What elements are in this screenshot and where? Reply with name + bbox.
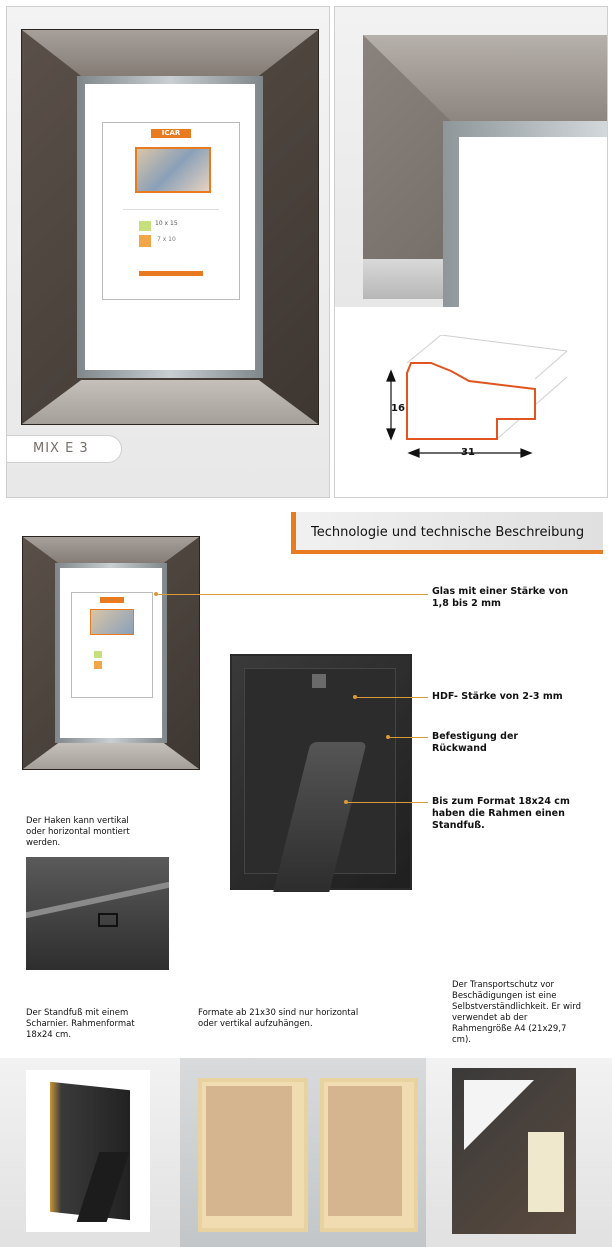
callout-stand: Bis zum Format 18x24 cm haben die Rahmen einen Standfuß. (432, 796, 570, 831)
stand-note: Der Standfuß mit einem Scharnier. Rahmenformat 18x24 cm. (26, 1008, 135, 1040)
back-photo-portrait (198, 1078, 308, 1232)
photo-size-main: 10 x 15 (155, 220, 178, 227)
transport-protection-photo (452, 1068, 576, 1234)
corner-closeup (335, 7, 607, 307)
product-tag (7, 435, 122, 463)
back-photo-landscape (320, 1078, 418, 1232)
callout-back-fixing: Befestigung der Rückwand (432, 731, 519, 754)
corner-profile-drawing (371, 335, 581, 465)
frame-large (21, 29, 319, 425)
bottom-strip (0, 1058, 612, 1247)
brand-badge: ICAR (151, 129, 191, 138)
hook-photo (26, 857, 169, 970)
callout-hdf: HDF- Stärke von 2-3 mm (432, 691, 563, 702)
stand-photo (26, 1070, 150, 1232)
sample-photo (135, 147, 211, 193)
product-panel (6, 6, 330, 498)
profile-height: 16 (391, 403, 405, 414)
tech-header (291, 512, 603, 554)
hook-note: Der Haken kann vertikal oder horizontal montiert werden. (26, 816, 130, 848)
callout-glass: Glas mit einer Stärke von 1,8 bis 2 mm (432, 586, 569, 609)
tech-header-title: Technologie und technische Beschreibung (311, 525, 585, 540)
transport-note: Der Transportschutz vor Beschädigungen ist eine Selbstverständlichkeit. Er wird verwendet ab der Rahmengröße A4 (21x29,7 cm). (452, 980, 582, 1045)
frame-small (22, 536, 200, 770)
formats-note: Formate ab 21x30 sind nur horizontal oder vertikal aufzuhängen. (198, 1008, 359, 1029)
back-panel-photo (230, 654, 412, 890)
profile-width: 31 (461, 447, 475, 458)
photo-size-alt: 7 x 10 (157, 236, 176, 243)
product-tag-label: MIX E 3 (33, 441, 89, 456)
detail-panel (334, 6, 608, 498)
